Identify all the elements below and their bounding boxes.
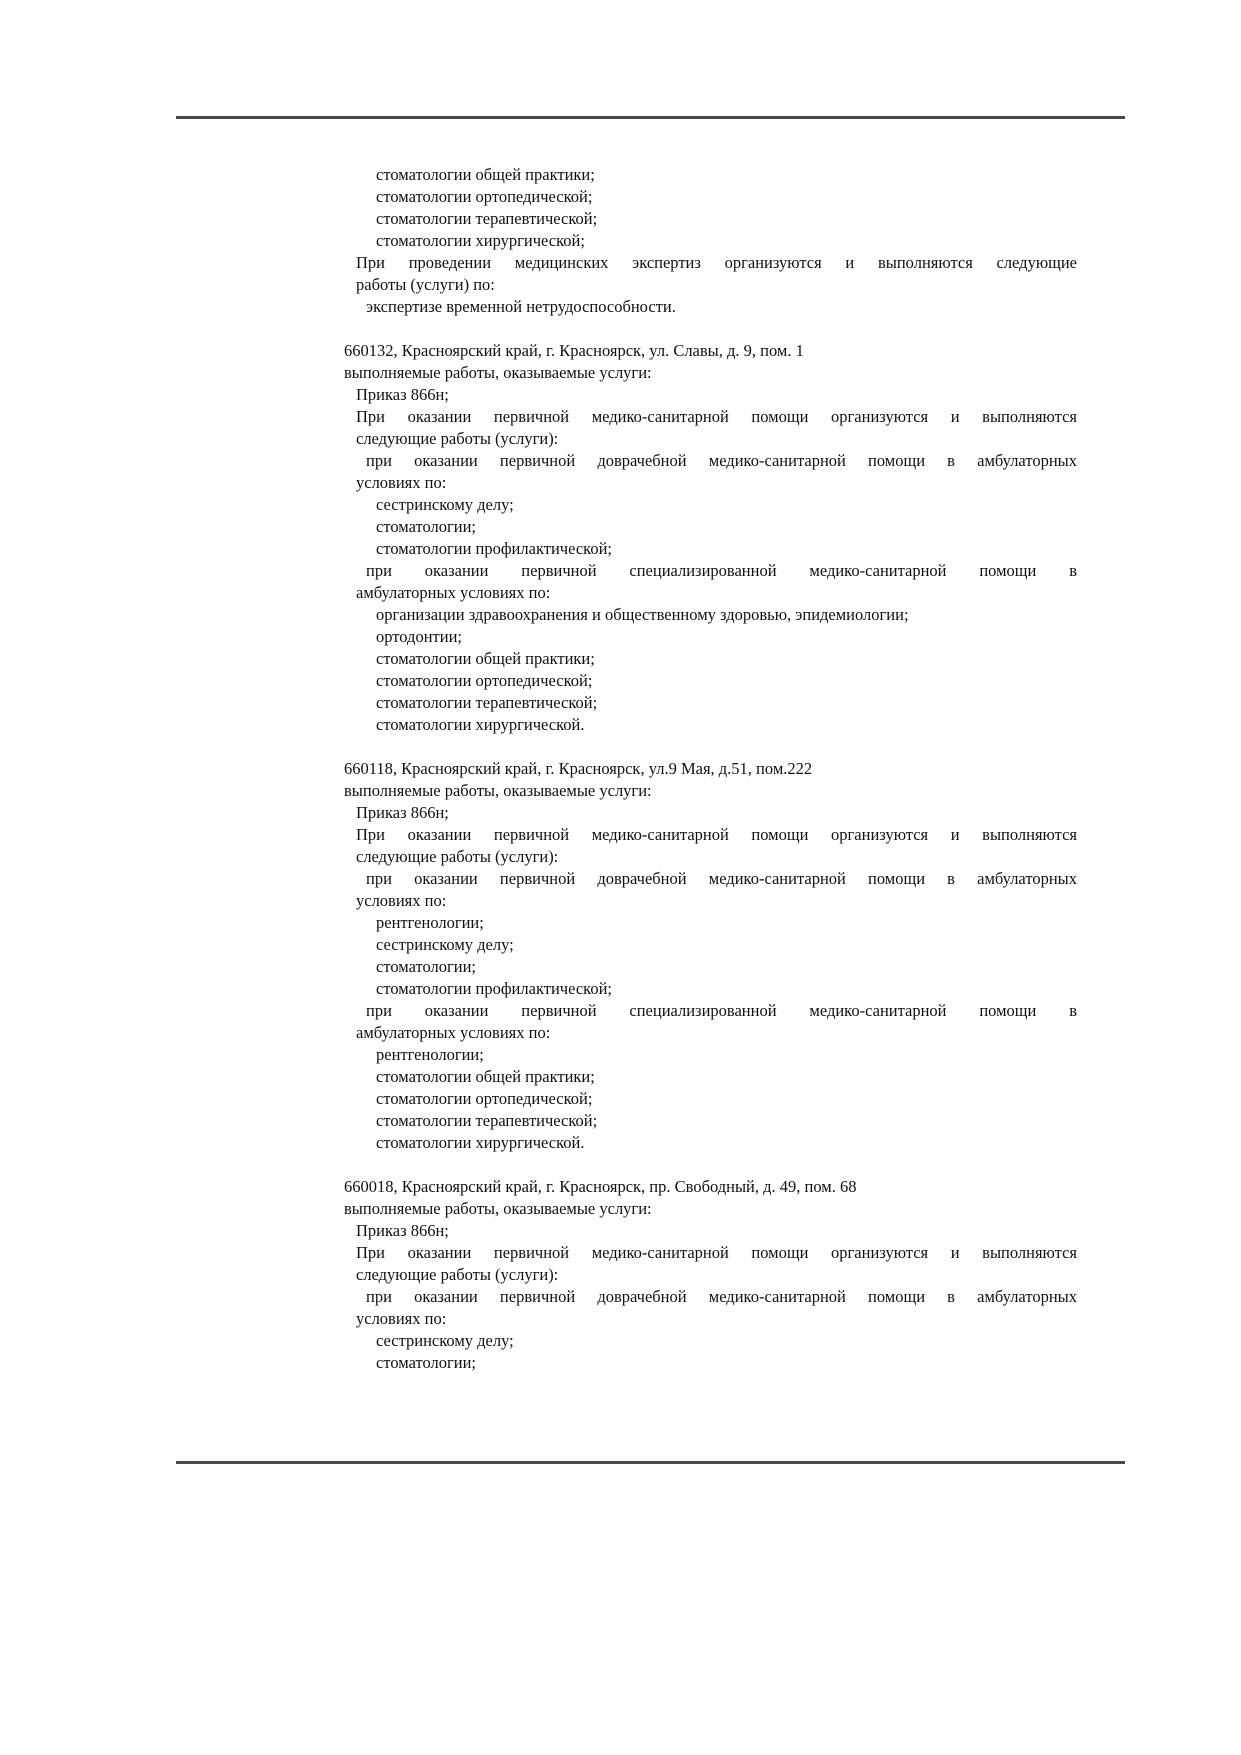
- pmsp-heading-cont: следующие работы (услуги):: [356, 847, 559, 866]
- list-item: стоматологии;: [376, 957, 476, 976]
- document-body: [344, 164, 1077, 1374]
- list-item: рентгенологии;: [376, 913, 484, 932]
- list-item: стоматологии терапевтической;: [376, 1111, 598, 1130]
- pmsp-heading: При оказании первичной медико-санитарной помощи организуются и выполняются: [356, 407, 1077, 426]
- address-line: 660132, Красноярский край, г. Красноярск, ул. Славы, д. 9, пом. 1: [344, 341, 804, 360]
- address-section: [344, 758, 1077, 1154]
- list-item: организации здравоохранения и общественному здоровью, эпидемиологии;: [376, 605, 909, 624]
- address-line: 660118, Красноярский край, г. Красноярск, ул.9 Мая, д.51, пом.222: [344, 759, 813, 778]
- pmsp-heading: При оказании первичной медико-санитарной помощи организуются и выполняются: [356, 825, 1077, 844]
- spec-heading-cont: амбулаторных условиях по:: [356, 583, 551, 602]
- list-item: стоматологии хирургической.: [376, 715, 585, 734]
- intro-item: стоматологии ортопедической;: [376, 187, 593, 206]
- header-rule: [176, 116, 1125, 119]
- intro-item: стоматологии терапевтической;: [376, 209, 598, 228]
- works-label: выполняемые работы, оказываемые услуги:: [344, 363, 652, 382]
- pmsp-heading: При оказании первичной медико-санитарной помощи организуются и выполняются: [356, 1243, 1077, 1262]
- list-item: стоматологии ортопедической;: [376, 1089, 593, 1108]
- list-item: стоматологии профилактической;: [376, 539, 612, 558]
- order-line: Приказ 866н;: [356, 1221, 449, 1240]
- list-item: стоматологии ортопедической;: [376, 671, 593, 690]
- dovr-heading: при оказании первичной доврачебной медико-санитарной помощи в амбулаторных: [366, 1287, 1077, 1306]
- address-line: 660018, Красноярский край, г. Красноярск, пр. Свободный, д. 49, пом. 68: [344, 1177, 857, 1196]
- dovr-heading: при оказании первичной доврачебной медико-санитарной помощи в амбулаторных: [366, 451, 1077, 470]
- dovr-heading-cont: условиях по:: [356, 1309, 447, 1328]
- list-item: стоматологии общей практики;: [376, 1067, 595, 1086]
- footer-rule: [176, 1461, 1125, 1464]
- expertise-heading-cont: работы (услуги) по:: [356, 275, 495, 294]
- list-item: ортодонтии;: [376, 627, 462, 646]
- list-item: стоматологии;: [376, 1353, 476, 1372]
- spec-heading: при оказании первичной специализированной медико-санитарной помощи в: [366, 561, 1077, 580]
- address-section: [344, 1176, 1077, 1374]
- address-section: [344, 340, 1077, 736]
- list-item: сестринскому делу;: [376, 1331, 514, 1350]
- expertise-item: экспертизе временной нетрудоспособности.: [366, 297, 676, 316]
- works-label: выполняемые работы, оказываемые услуги:: [344, 781, 652, 800]
- list-item: стоматологии общей практики;: [376, 649, 595, 668]
- pmsp-heading-cont: следующие работы (услуги):: [356, 1265, 559, 1284]
- expertise-heading: При проведении медицинских экспертиз организуются и выполняются следующие: [356, 253, 1077, 272]
- list-item: стоматологии хирургической.: [376, 1133, 585, 1152]
- intro-item: стоматологии хирургической;: [376, 231, 585, 250]
- list-item: стоматологии профилактической;: [376, 979, 612, 998]
- works-label: выполняемые работы, оказываемые услуги:: [344, 1199, 652, 1218]
- spec-heading: при оказании первичной специализированной медико-санитарной помощи в: [366, 1001, 1077, 1020]
- dovr-heading: при оказании первичной доврачебной медико-санитарной помощи в амбулаторных: [366, 869, 1077, 888]
- order-line: Приказ 866н;: [356, 803, 449, 822]
- order-line: Приказ 866н;: [356, 385, 449, 404]
- intro-item: стоматологии общей практики;: [376, 165, 595, 184]
- list-item: стоматологии;: [376, 517, 476, 536]
- pmsp-heading-cont: следующие работы (услуги):: [356, 429, 559, 448]
- list-item: сестринскому делу;: [376, 495, 514, 514]
- dovr-heading-cont: условиях по:: [356, 473, 447, 492]
- dovr-heading-cont: условиях по:: [356, 891, 447, 910]
- spec-heading-cont: амбулаторных условиях по:: [356, 1023, 551, 1042]
- list-item: сестринскому делу;: [376, 935, 514, 954]
- list-item: стоматологии терапевтической;: [376, 693, 598, 712]
- list-item: рентгенологии;: [376, 1045, 484, 1064]
